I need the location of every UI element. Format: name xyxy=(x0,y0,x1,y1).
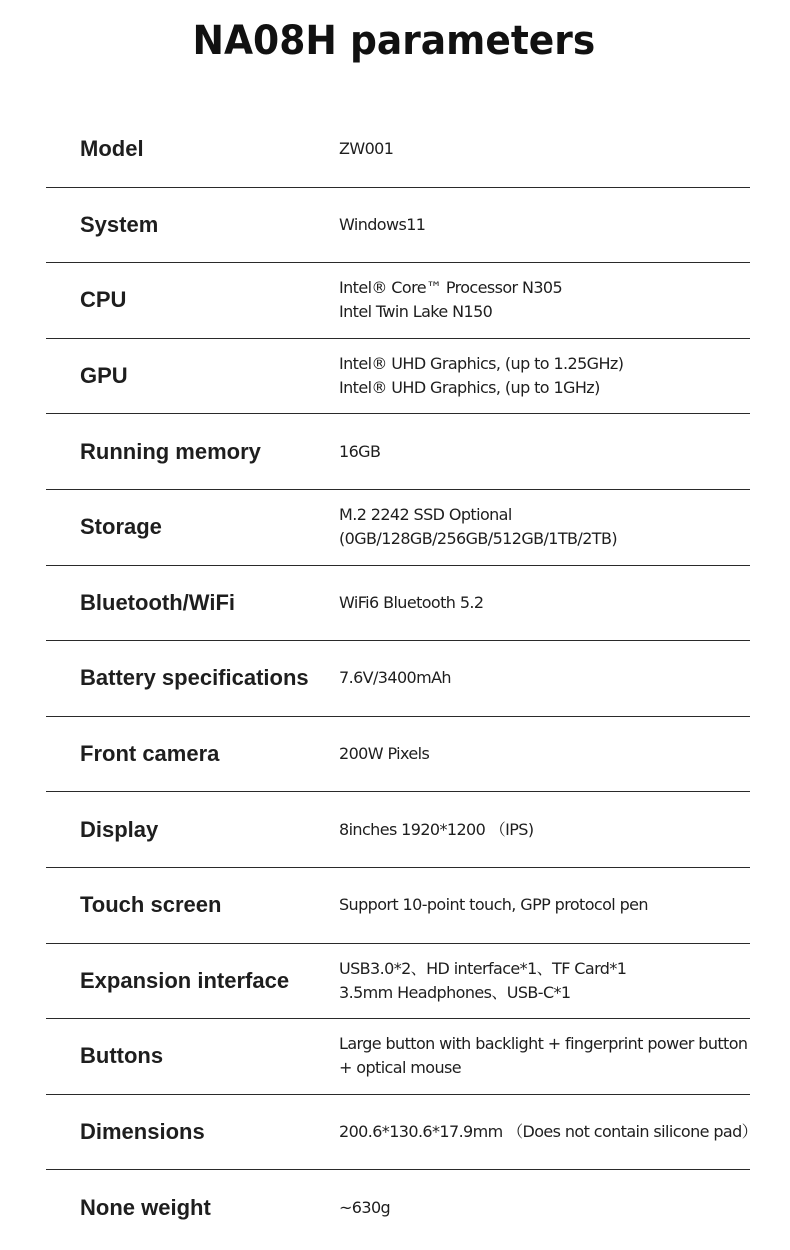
spec-value-line: 200.6*130.6*17.9mm （Does not contain silicone pad） xyxy=(339,1122,758,1142)
spec-label: Touch screen xyxy=(80,892,222,918)
spec-value-line: WiFi6 Bluetooth 5.2 xyxy=(339,592,484,612)
spec-value-line: 200W Pixels xyxy=(339,744,430,764)
spec-value xyxy=(339,137,393,161)
spec-value-line: Intel® Core™ Processor N305 xyxy=(339,278,563,298)
spec-value-line: Support 10-point touch, GPP protocol pen xyxy=(339,895,648,915)
spec-value-line: Large button with backlight + fingerprint power button xyxy=(339,1034,748,1054)
spec-value xyxy=(339,276,562,324)
spec-value xyxy=(339,1032,747,1080)
spec-value xyxy=(339,1196,390,1220)
spec-value xyxy=(339,666,451,690)
spec-label: Display xyxy=(80,816,159,842)
spec-label: GPU xyxy=(80,363,128,389)
spec-label: System xyxy=(80,211,159,237)
spec-value-line: (0GB/128GB/256GB/512GB/1TB/2TB) xyxy=(339,529,617,549)
spec-value xyxy=(339,818,533,842)
spec-row xyxy=(46,339,750,415)
spec-row xyxy=(46,1095,758,1171)
spec-label: CPU xyxy=(80,287,127,313)
spec-label: Running memory xyxy=(80,438,261,464)
spec-value xyxy=(339,352,623,400)
spec-label: Storage xyxy=(80,514,162,540)
spec-value-line: USB3.0*2、HD interface*1、TF Card*1 xyxy=(339,958,627,978)
spec-value-line: 3.5mm Headphones、USB-C*1 xyxy=(339,982,571,1002)
spec-row xyxy=(46,263,750,339)
spec-value-line: 7.6V/3400mAh xyxy=(339,668,451,688)
spec-value xyxy=(339,440,380,464)
spec-label: Bluetooth/WiFi xyxy=(80,589,235,615)
spec-value-line: Intel® UHD Graphics, (up to 1.25GHz) xyxy=(339,354,624,374)
spec-value-line: M.2 2242 SSD Optional xyxy=(339,505,512,525)
spec-value-line: Windows11 xyxy=(339,214,426,234)
spec-value xyxy=(339,893,648,917)
spec-label: Buttons xyxy=(80,1043,164,1069)
spec-label: Model xyxy=(80,136,144,162)
page-title: NA08H parameters xyxy=(192,18,596,64)
spec-label: Battery specifications xyxy=(80,665,309,691)
spec-value xyxy=(339,213,425,237)
spec-label: Front camera xyxy=(80,741,220,767)
spec-row xyxy=(46,112,750,188)
spec-label: None weight xyxy=(80,1195,211,1221)
spec-row xyxy=(46,1170,750,1246)
spec-row xyxy=(46,792,750,868)
spec-value xyxy=(339,957,626,1005)
spec-row xyxy=(46,944,750,1020)
spec-value-line: 8inches 1920*1200 （IPS) xyxy=(339,819,534,839)
spec-value-line: + optical mouse xyxy=(339,1058,461,1078)
spec-value-line: 16GB xyxy=(339,441,381,461)
spec-table xyxy=(46,112,758,1246)
spec-row xyxy=(46,490,750,566)
spec-value xyxy=(339,503,617,551)
spec-row xyxy=(46,188,750,264)
spec-label: Expansion interface xyxy=(80,967,290,993)
spec-value-line: Intel Twin Lake N150 xyxy=(339,302,493,322)
spec-value-line: ZW001 xyxy=(339,139,394,159)
spec-row xyxy=(46,414,750,490)
spec-row xyxy=(46,1019,750,1095)
spec-row xyxy=(46,868,750,944)
spec-value xyxy=(339,591,483,615)
spec-value xyxy=(339,1120,757,1144)
spec-row xyxy=(46,566,750,642)
spec-value-line: Intel® UHD Graphics, (up to 1GHz) xyxy=(339,378,600,398)
spec-label: Dimensions xyxy=(80,1119,205,1145)
spec-row xyxy=(46,717,750,793)
spec-value-line: ~630g xyxy=(339,1198,391,1218)
spec-value xyxy=(339,742,429,766)
spec-row xyxy=(46,641,750,717)
